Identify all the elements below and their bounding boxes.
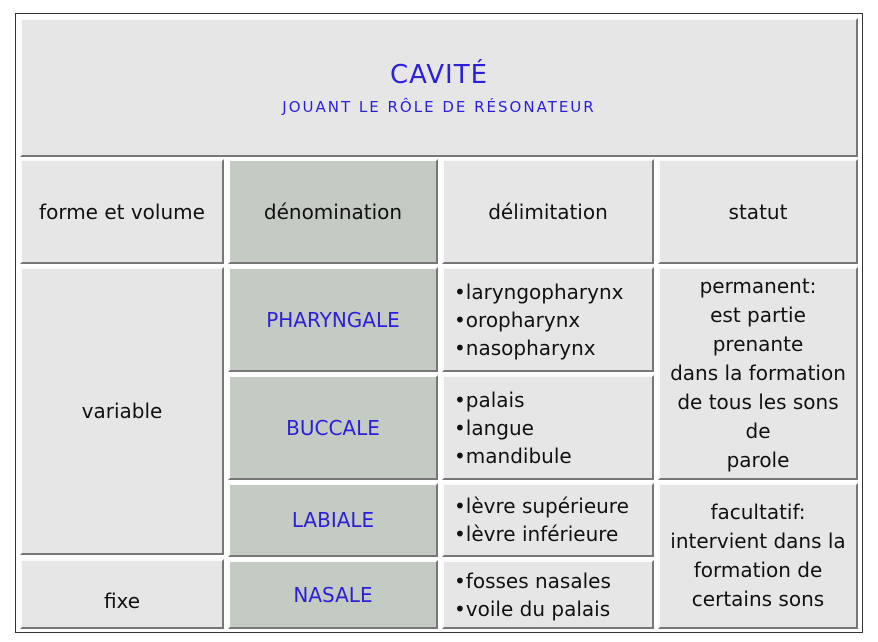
forme-variable-cell: variable	[20, 267, 224, 555]
list-item: • lèvre supérieure	[454, 492, 629, 520]
list-item: • nasopharynx	[454, 334, 596, 362]
column-header-denomination: dénomination	[228, 159, 438, 264]
statut-line: parole	[726, 448, 790, 472]
delimitation-buccale	[442, 375, 654, 480]
list-item: • oropharynx	[454, 306, 580, 334]
delimitation-pharyngale	[442, 267, 654, 372]
table-title: CAVITÉ	[389, 59, 489, 90]
statut-line: facultatif:	[710, 500, 806, 524]
column-header-statut: statut	[658, 159, 858, 264]
list-item: • langue	[454, 414, 534, 442]
list-item: • lèvre inférieure	[454, 520, 618, 548]
column-header-forme: forme et volume	[20, 159, 224, 264]
cavity-table	[15, 13, 863, 633]
statut-line: formation de	[693, 558, 823, 582]
list-item: • palais	[454, 386, 525, 414]
statut-line: permanent:	[699, 274, 817, 298]
statut-line: dans la formation	[670, 361, 846, 385]
delimitation-labiale	[442, 483, 654, 557]
list-item: • laryngopharynx	[454, 278, 623, 306]
list-item: • mandibule	[454, 442, 572, 470]
list-item: • voile du palais	[454, 595, 610, 623]
table-header	[20, 18, 858, 157]
statut-permanent	[658, 267, 858, 480]
cavity-name-pharyngale: PHARYNGALE	[228, 267, 438, 372]
statut-line: certains sons	[691, 587, 825, 611]
statut-facultatif	[658, 483, 858, 629]
cavity-name-buccale: BUCCALE	[228, 375, 438, 480]
cavity-name-nasale: NASALE	[228, 560, 438, 629]
forme-fixe-cell: fixe	[20, 559, 224, 629]
delimitation-nasale	[442, 560, 654, 629]
statut-line: de tous les sons de	[677, 390, 839, 443]
cavity-name-labiale: LABIALE	[228, 483, 438, 557]
table-subtitle: JOUANT LE RÔLE DE RÉSONATEUR	[282, 97, 596, 116]
list-item: • fosses nasales	[454, 567, 611, 595]
statut-line: est partie prenante	[710, 303, 806, 356]
column-header-delimitation: délimitation	[442, 159, 654, 264]
statut-line: intervient dans la	[670, 529, 846, 553]
